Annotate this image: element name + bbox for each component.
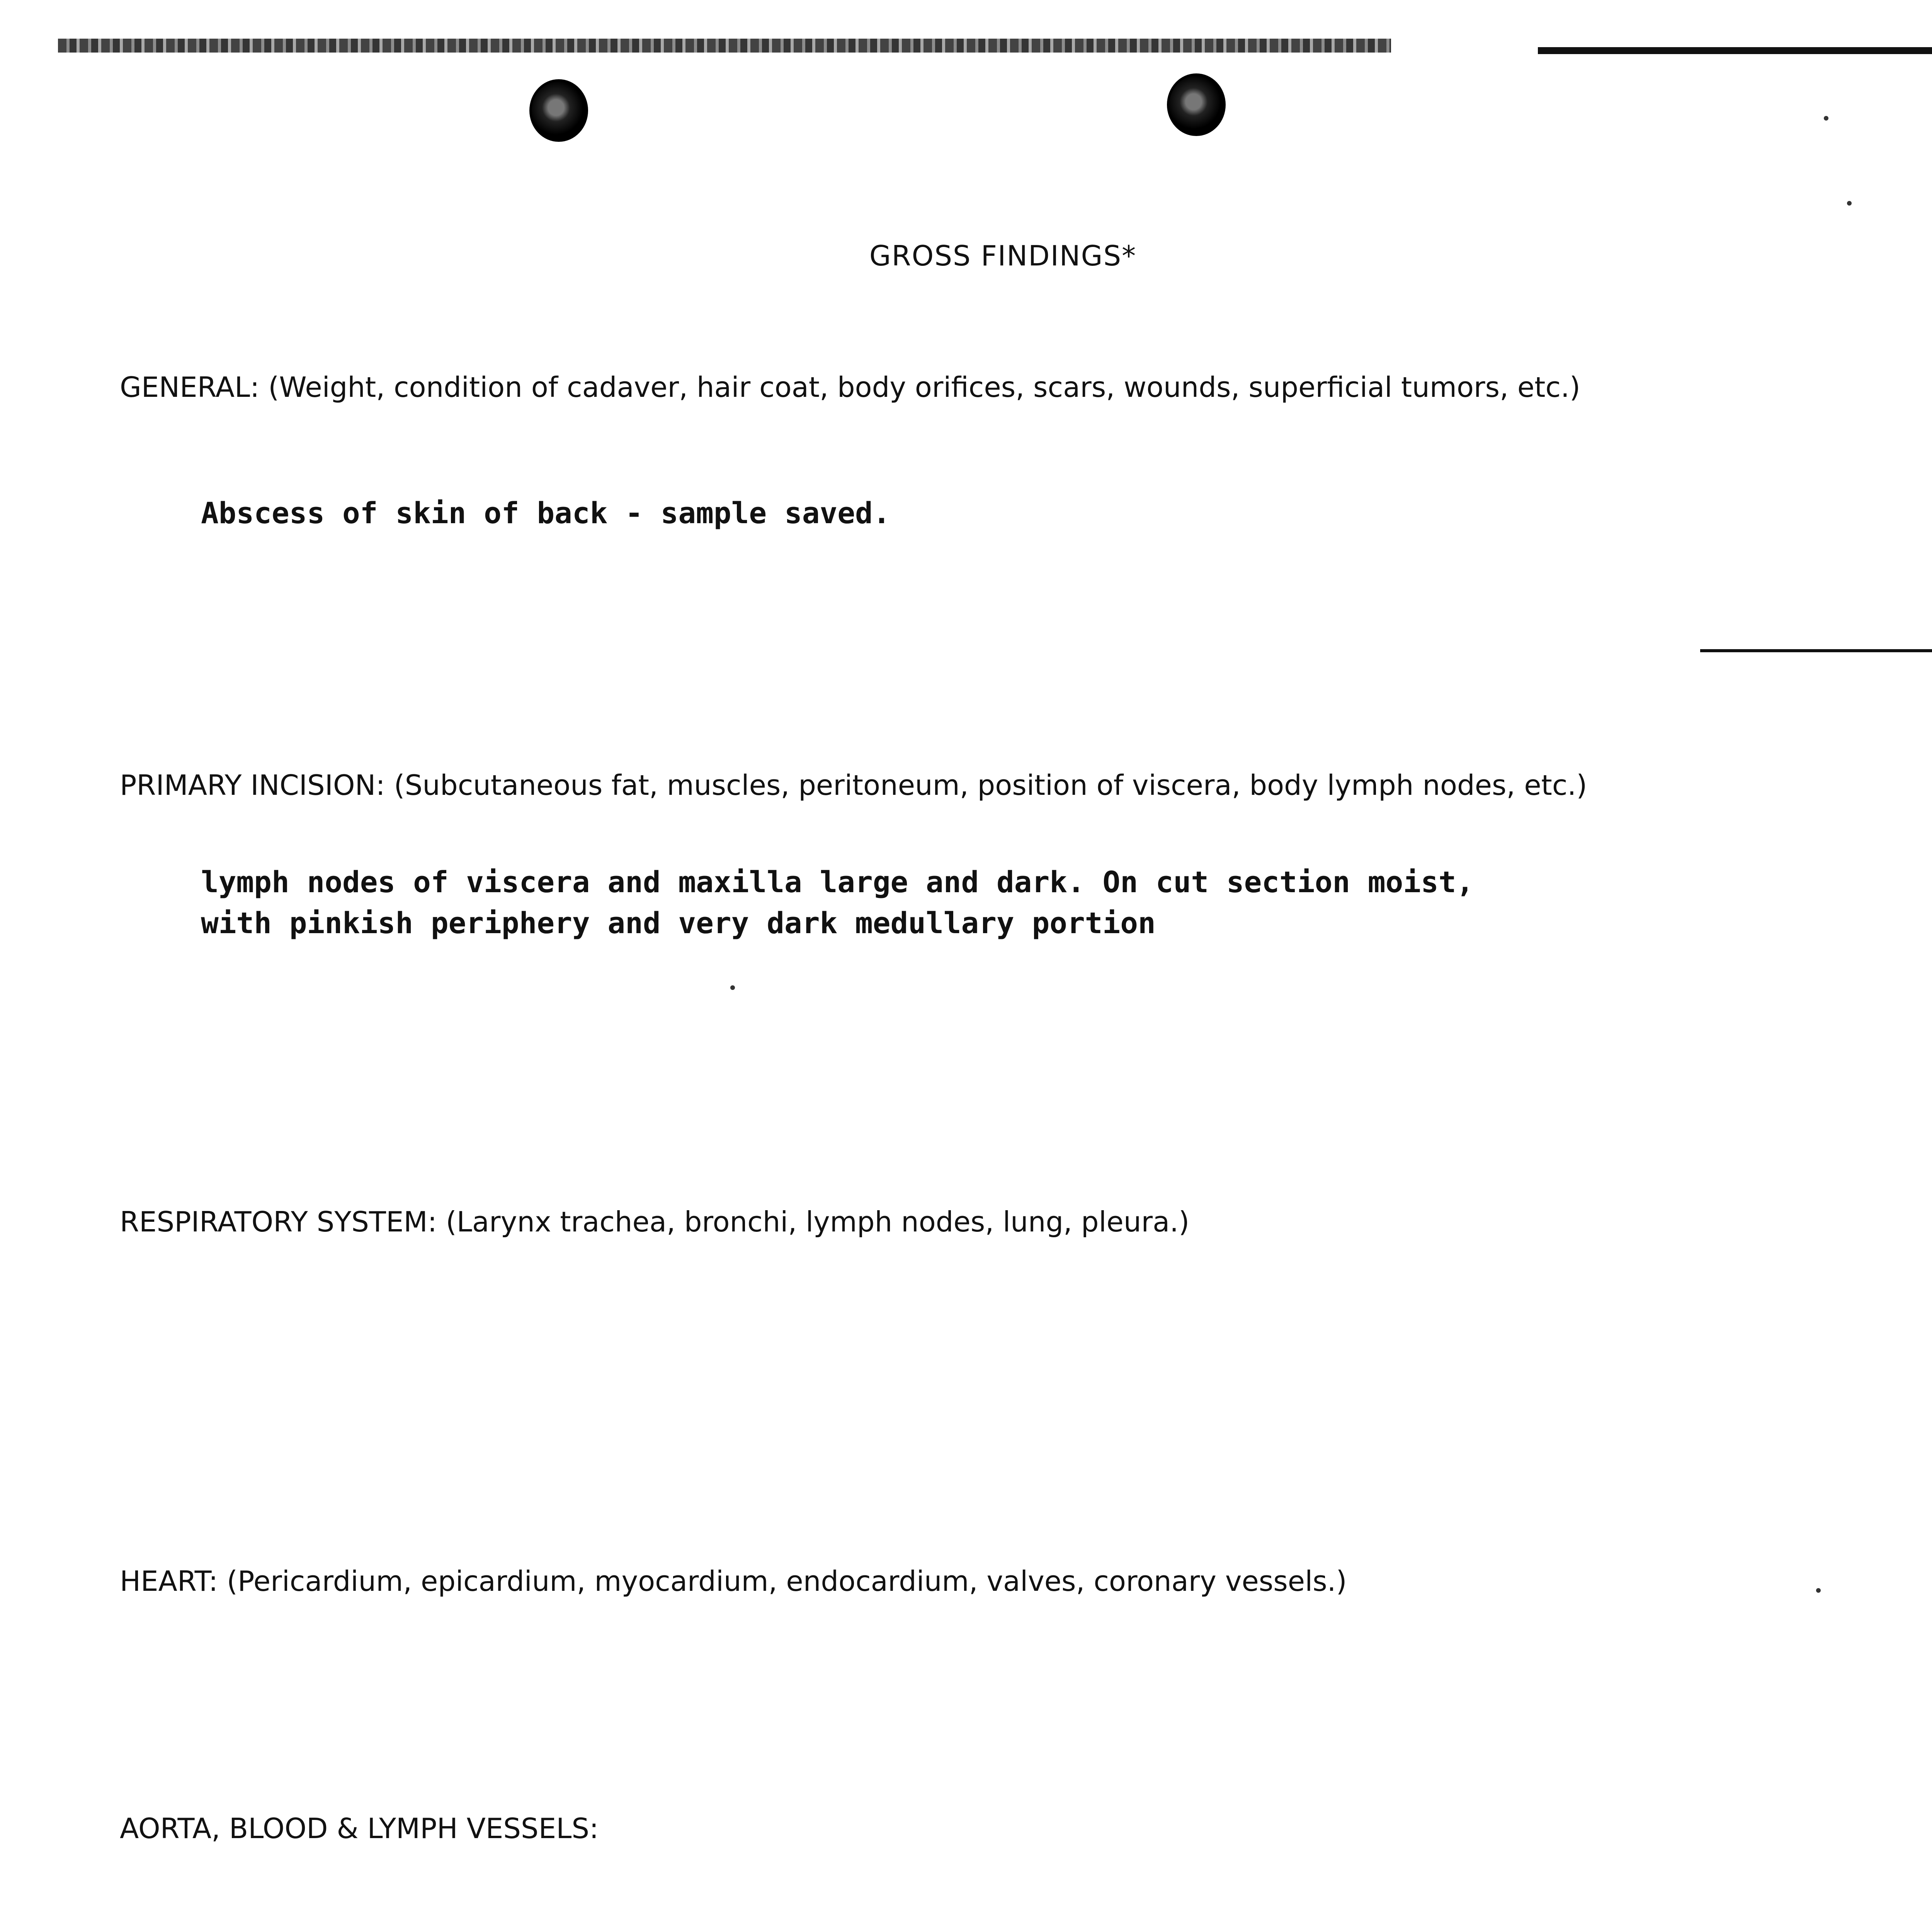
scan-speck [1847, 201, 1852, 206]
form-title: GROSS FINDINGS* [869, 240, 1137, 272]
scan-edge-top-right [1538, 47, 1932, 54]
entry-primary-incision-line-2: with pinkish periphery and very dark medullary portion [201, 906, 1156, 940]
scan-speck [1824, 116, 1828, 121]
section-heading-aorta-blood-lymph-vessels: AORTA, BLOOD & LYMPH VESSELS: [120, 1812, 599, 1845]
scan-speck [1816, 1588, 1821, 1593]
entry-general-line-1: Abscess of skin of back - sample saved. [201, 496, 891, 530]
section-heading-general: GENERAL: (Weight, condition of cadaver, hair coat, body orifices, scars, wounds, superficial tumors, etc.) [120, 371, 1580, 403]
scan-speck [730, 985, 735, 990]
section-heading-heart: HEART: (Pericardium, epicardium, myocardium, endocardium, valves, coronary vessels.) [120, 1565, 1347, 1597]
punch-hole-right [1167, 73, 1226, 136]
scan-edge-top [58, 39, 1391, 53]
entry-primary-incision-line-1: lymph nodes of viscera and maxilla large and dark. On cut section moist, [201, 865, 1474, 899]
section-heading-respiratory-system: RESPIRATORY SYSTEM: (Larynx trachea, bronchi, lymph nodes, lung, pleura.) [120, 1206, 1190, 1238]
punch-hole-left [529, 79, 588, 142]
section-heading-primary-incision: PRIMARY INCISION: (Subcutaneous fat, muscles, peritoneum, position of viscera, body lymph nodes, etc.) [120, 769, 1587, 801]
margin-rule [1700, 649, 1932, 652]
